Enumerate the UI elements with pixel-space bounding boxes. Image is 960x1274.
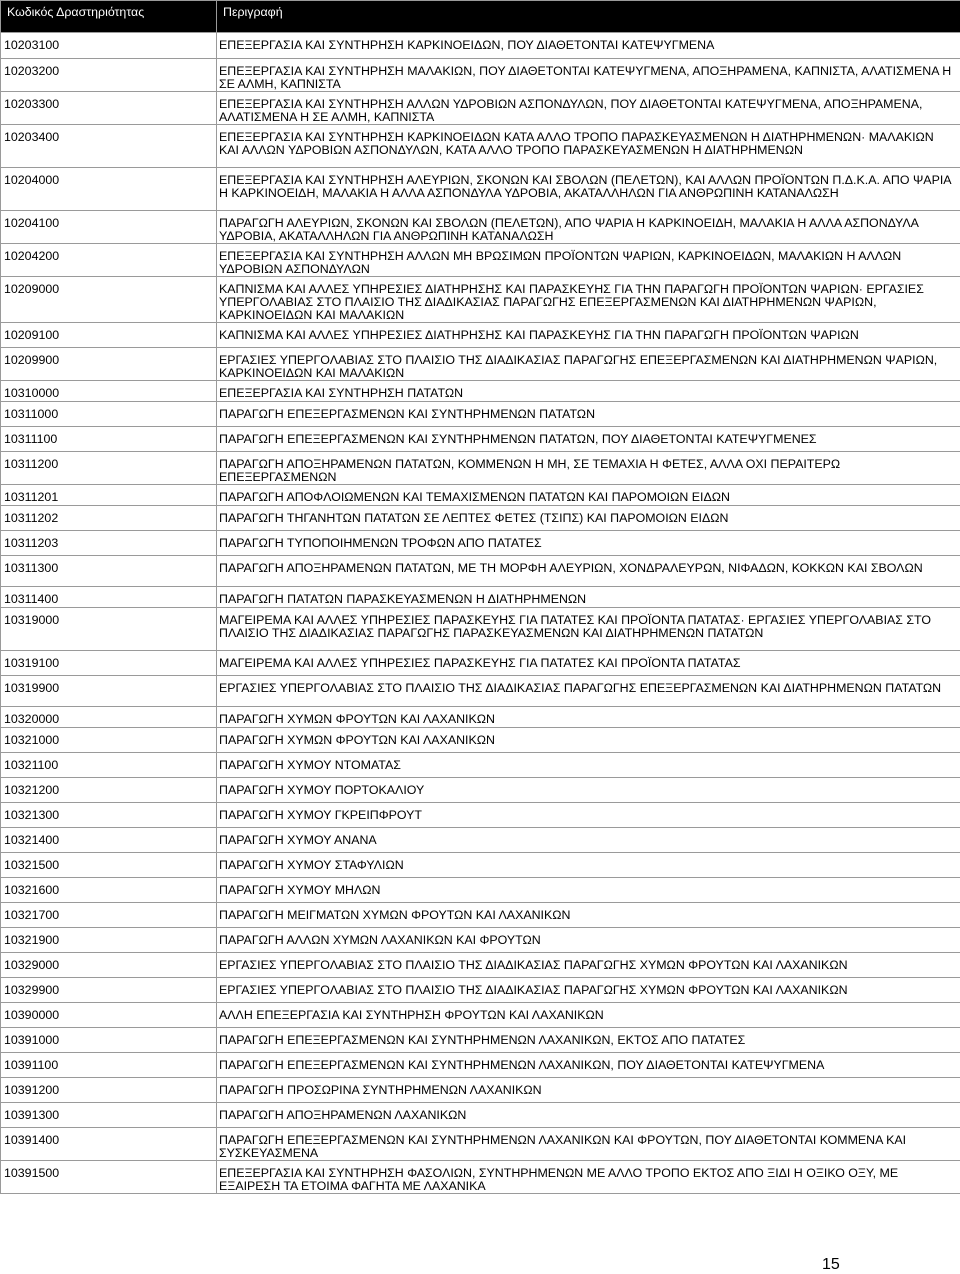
activity-code-cell: 10319000 (1, 608, 217, 651)
activity-code-cell: 10391500 (1, 1161, 217, 1194)
table-row (1, 828, 960, 853)
table-row (1, 323, 960, 348)
table-row (1, 778, 960, 803)
description-cell: ΑΛΛΗ ΕΠΕΞΕΡΓΑΣΙΑ ΚΑΙ ΣΥΝΤΗΡΗΣΗ ΦΡΟΥΤΩΝ ΚΑΙ ΛΑΧΑΝΙΚΩΝ (217, 1003, 960, 1028)
description-cell: ΕΡΓΑΣΙΕΣ ΥΠΕΡΓΟΛΑΒΙΑΣ ΣΤΟ ΠΛΑΙΣΙΟ ΤΗΣ ΔΙΑΔΙΚΑΣΙΑΣ ΠΑΡΑΓΩΓΗΣ ΧΥΜΩΝ ΦΡΟΥΤΩΝ ΚΑΙ ΛΑΧΑΝΙΚΩΝ (217, 978, 960, 1003)
description-cell: ΠΑΡΑΓΩΓΗ ΕΠΕΞΕΡΓΑΣΜΕΝΩΝ ΚΑΙ ΣΥΝΤΗΡΗΜΕΝΩΝ ΠΑΤΑΤΩΝ (217, 402, 960, 427)
table-row (1, 1128, 960, 1161)
description-cell: ΠΑΡΑΓΩΓΗ ΜΕΙΓΜΑΤΩΝ ΧΥΜΩΝ ΦΡΟΥΤΩΝ ΚΑΙ ΛΑΧΑΝΙΚΩΝ (217, 903, 960, 928)
description-cell: ΚΑΠΝΙΣΜΑ ΚΑΙ ΑΛΛΕΣ ΥΠΗΡΕΣΙΕΣ ΔΙΑΤΗΡΗΣΗΣ ΚΑΙ ΠΑΡΑΣΚΕΥΗΣ ΓΙΑ ΤΗΝ ΠΑΡΑΓΩΓΗ ΠΡΟΪΟΝΤΩΝ ΨΑΡΙΩΝ· ΕΡΓΑΣΙΕΣ ΥΠΕΡΓΟΛΑΒΙΑΣ ΣΤΟ ΠΛΑΙΣΙΟ ΤΗΣ ΔΙΑΔΙΚΑΣΙΑΣ ΠΑΡΑΓΩΓΗΣ ΕΠΕΞΕΡΓΑΣΜΕΝΩΝ ΚΑΙ ΔΙΑΤΗΡΗΜΕΝΩΝ ΨΑΡΙΩΝ, ΚΑΡΚΙΝΟΕΙΔΩΝ ΚΑΙ ΜΑΛΑΚΙΩΝ (217, 277, 960, 323)
description-cell: ΠΑΡΑΓΩΓΗ ΑΠΟΞΗΡΑΜΕΝΩΝ ΠΑΤΑΤΩΝ, ΜΕ ΤΗ ΜΟΡΦΗ ΑΛΕΥΡΙΩΝ, ΧΟΝΔΡΑΛΕΥΡΩΝ, ΝΙΦΑΔΩΝ, ΚΟΚΚΩΝ ΚΑΙ ΣΒΟΛΩΝ (217, 556, 960, 587)
description-cell: ΕΠΕΞΕΡΓΑΣΙΑ ΚΑΙ ΣΥΝΤΗΡΗΣΗ ΜΑΛΑΚΙΩΝ, ΠΟΥ ΔΙΑΘΕΤΟΝΤΑΙ ΚΑΤΕΨΥΓΜΕΝΑ, ΑΠΟΞΗΡΑΜΕΝΑ, ΚΑΠΝΙΣΤΑ, ΑΛΑΤΙΣΜΕΝΑ Η ΣΕ ΑΛΜΗ, ΚΑΠΝΙΣΤΑ (217, 59, 960, 92)
description-cell: ΕΡΓΑΣΙΕΣ ΥΠΕΡΓΟΛΑΒΙΑΣ ΣΤΟ ΠΛΑΙΣΙΟ ΤΗΣ ΔΙΑΔΙΚΑΣΙΑΣ ΠΑΡΑΓΩΓΗΣ ΧΥΜΩΝ ΦΡΟΥΤΩΝ ΚΑΙ ΛΑΧΑΝΙΚΩΝ (217, 953, 960, 978)
page-number: 15 (822, 1256, 840, 1273)
description-cell: ΕΠΕΞΕΡΓΑΣΙΑ ΚΑΙ ΣΥΝΤΗΡΗΣΗ ΠΑΤΑΤΩΝ (217, 381, 960, 402)
description-cell: ΠΑΡΑΓΩΓΗ ΑΛΕΥΡΙΩΝ, ΣΚΟΝΩΝ ΚΑΙ ΣΒΟΛΩΝ (ΠΕΛΕΤΩΝ), ΑΠΟ ΨΑΡΙΑ Η ΚΑΡΚΙΝΟΕΙΔΗ, ΜΑΛΑΚΙΑ Η ΑΛΛΑ ΑΣΠΟΝΔΥΛΑ ΥΔΡΟΒΙΑ, ΑΚΑΤΑΛΛΗΛΩΝ ΓΙΑ ΑΝΘΡΩΠΙΝΗ ΚΑΤΑΝΑΛΩΣΗ (217, 211, 960, 244)
description-cell: ΜΑΓΕΙΡΕΜΑ ΚΑΙ ΑΛΛΕΣ ΥΠΗΡΕΣΙΕΣ ΠΑΡΑΣΚΕΥΗΣ ΓΙΑ ΠΑΤΑΤΕΣ ΚΑΙ ΠΡΟΪΟΝΤΑ ΠΑΤΑΤΑΣ (217, 651, 960, 676)
table-row (1, 651, 960, 676)
activity-code-cell: 10311202 (1, 506, 217, 531)
table-row (1, 728, 960, 753)
description-cell: ΠΑΡΑΓΩΓΗ ΠΑΤΑΤΩΝ ΠΑΡΑΣΚΕΥΑΣΜΕΝΩΝ Η ΔΙΑΤΗΡΗΜΕΝΩΝ (217, 587, 960, 608)
activity-code-cell: 10311000 (1, 402, 217, 427)
description-cell: ΕΠΕΞΕΡΓΑΣΙΑ ΚΑΙ ΣΥΝΤΗΡΗΣΗ ΑΛΛΩΝ ΥΔΡΟΒΙΩΝ ΑΣΠΟΝΔΥΛΩΝ, ΠΟΥ ΔΙΑΘΕΤΟΝΤΑΙ ΚΑΤΕΨΥΓΜΕΝΑ, ΑΠΟΞΗΡΑΜΕΝΑ, ΑΛΑΤΙΣΜΕΝΑ Η ΣΕ ΑΛΜΗ, ΚΑΠΝΙΣΤΑ (217, 92, 960, 125)
table-row (1, 244, 960, 277)
description-cell: ΠΑΡΑΓΩΓΗ ΧΥΜΟΥ ΑΝΑΝΑ (217, 828, 960, 853)
activity-code-cell: 10321400 (1, 828, 217, 853)
description-cell: ΕΠΕΞΕΡΓΑΣΙΑ ΚΑΙ ΣΥΝΤΗΡΗΣΗ ΚΑΡΚΙΝΟΕΙΔΩΝ, ΠΟΥ ΔΙΑΘΕΤΟΝΤΑΙ ΚΑΤΕΨΥΓΜΕΝΑ (217, 33, 960, 59)
activity-code-cell: 10321300 (1, 803, 217, 828)
description-cell: ΜΑΓΕΙΡΕΜΑ ΚΑΙ ΑΛΛΕΣ ΥΠΗΡΕΣΙΕΣ ΠΑΡΑΣΚΕΥΗΣ ΓΙΑ ΠΑΤΑΤΕΣ ΚΑΙ ΠΡΟΪΟΝΤΑ ΠΑΤΑΤΑΣ· ΕΡΓΑΣΙΕΣ ΥΠΕΡΓΟΛΑΒΙΑΣ ΣΤΟ ΠΛΑΙΣΙΟ ΤΗΣ ΔΙΑΔΙΚΑΣΙΑΣ ΠΑΡΑΓΩΓΗΣ ΠΑΡΑΣΚΕΥΑΣΜΕΝΩΝ ΚΑΙ ΔΙΑΤΗΡΗΜΕΝΩΝ ΠΑΤΑΤΩΝ (217, 608, 960, 651)
table-row (1, 1078, 960, 1103)
table-row (1, 506, 960, 531)
description-cell: ΠΑΡΑΓΩΓΗ ΧΥΜΟΥ ΜΗΛΩΝ (217, 878, 960, 903)
activity-code-cell: 10209100 (1, 323, 217, 348)
header-description: Περιγραφή (217, 1, 960, 33)
activity-code-cell: 10204200 (1, 244, 217, 277)
table-row (1, 878, 960, 903)
activity-code-cell: 10329000 (1, 953, 217, 978)
table-row (1, 59, 960, 92)
activity-code-cell: 10311100 (1, 427, 217, 452)
table-header-row (1, 1, 960, 33)
activity-code-cell: 10321000 (1, 728, 217, 753)
activity-code-cell: 10203400 (1, 125, 217, 168)
description-cell: ΠΑΡΑΓΩΓΗ ΕΠΕΞΕΡΓΑΣΜΕΝΩΝ ΚΑΙ ΣΥΝΤΗΡΗΜΕΝΩΝ ΠΑΤΑΤΩΝ, ΠΟΥ ΔΙΑΘΕΤΟΝΤΑΙ ΚΑΤΕΨΥΓΜΕΝΕΣ (217, 427, 960, 452)
activity-code-cell: 10310000 (1, 381, 217, 402)
description-cell: ΕΠΕΞΕΡΓΑΣΙΑ ΚΑΙ ΣΥΝΤΗΡΗΣΗ ΑΛΕΥΡΙΩΝ, ΣΚΟΝΩΝ ΚΑΙ ΣΒΟΛΩΝ (ΠΕΛΕΤΩΝ), ΚΑΙ ΑΛΛΩΝ ΠΡΟΪΟΝΤΩΝ Π.Δ.Κ.Α. ΑΠΟ ΨΑΡΙΑ Η ΚΑΡΚΙΝΟΕΙΔΗ, ΜΑΛΑΚΙΑ Η ΑΛΛΑ ΑΣΠΟΝΔΥΛΑ ΥΔΡΟΒΙΑ, ΑΚΑΤΑΛΛΗΛΩΝ ΓΙΑ ΑΝΘΡΩΠΙΝΗ ΚΑΤΑΝΑΛΩΣΗ (217, 168, 960, 211)
activity-code-cell: 10321200 (1, 778, 217, 803)
description-cell: ΠΑΡΑΓΩΓΗ ΠΡΟΣΩΡΙΝΑ ΣΥΝΤΗΡΗΜΕΝΩΝ ΛΑΧΑΝΙΚΩΝ (217, 1078, 960, 1103)
activity-code-cell: 10320000 (1, 707, 217, 728)
table-row (1, 485, 960, 506)
description-cell: ΠΑΡΑΓΩΓΗ ΕΠΕΞΕΡΓΑΣΜΕΝΩΝ ΚΑΙ ΣΥΝΤΗΡΗΜΕΝΩΝ ΛΑΧΑΝΙΚΩΝ, ΕΚΤΟΣ ΑΠΟ ΠΑΤΑΤΕΣ (217, 1028, 960, 1053)
table-body (1, 33, 960, 1194)
activity-code-cell: 10321500 (1, 853, 217, 878)
activity-code-cell: 10311203 (1, 531, 217, 556)
table-row (1, 92, 960, 125)
activity-code-cell: 10204000 (1, 168, 217, 211)
table-row (1, 1028, 960, 1053)
table-row (1, 168, 960, 211)
activity-code-cell: 10390000 (1, 1003, 217, 1028)
activity-code-cell: 10329900 (1, 978, 217, 1003)
table-row (1, 211, 960, 244)
activity-code-cell: 10203200 (1, 59, 217, 92)
activity-code-cell: 10209900 (1, 348, 217, 381)
activity-code-cell: 10311400 (1, 587, 217, 608)
table-row (1, 1103, 960, 1128)
activity-code-cell: 10311201 (1, 485, 217, 506)
description-cell: ΠΑΡΑΓΩΓΗ ΧΥΜΟΥ ΠΟΡΤΟΚΑΛΙΟΥ (217, 778, 960, 803)
activity-code-cell: 10321600 (1, 878, 217, 903)
table-row (1, 676, 960, 707)
activity-code-cell: 10311200 (1, 452, 217, 485)
activity-code-cell: 10321900 (1, 928, 217, 953)
activity-code-cell: 10391300 (1, 1103, 217, 1128)
activity-code-cell: 10311300 (1, 556, 217, 587)
description-cell: ΠΑΡΑΓΩΓΗ ΤΗΓΑΝΗΤΩΝ ΠΑΤΑΤΩΝ ΣΕ ΛΕΠΤΕΣ ΦΕΤΕΣ (ΤΣΙΠΣ) ΚΑΙ ΠΑΡΟΜΟΙΩΝ ΕΙΔΩΝ (217, 506, 960, 531)
activity-code-cell: 10321700 (1, 903, 217, 928)
table-row (1, 608, 960, 651)
table-row (1, 125, 960, 168)
description-cell: ΠΑΡΑΓΩΓΗ ΧΥΜΟΥ ΓΚΡΕΙΠΦΡΟΥΤ (217, 803, 960, 828)
table-row (1, 531, 960, 556)
table-row (1, 928, 960, 953)
table-row (1, 753, 960, 778)
header-activity-code: Κωδικός Δραστηριότητας (1, 1, 217, 33)
activity-code-cell: 10391400 (1, 1128, 217, 1161)
activity-code-cell: 10321100 (1, 753, 217, 778)
description-cell: ΠΑΡΑΓΩΓΗ ΤΥΠΟΠΟΙΗΜΕΝΩΝ ΤΡΟΦΩΝ ΑΠΟ ΠΑΤΑΤΕΣ (217, 531, 960, 556)
activity-code-cell: 10391200 (1, 1078, 217, 1103)
activity-code-cell: 10319900 (1, 676, 217, 707)
table-row (1, 1053, 960, 1078)
description-cell: ΕΡΓΑΣΙΕΣ ΥΠΕΡΓΟΛΑΒΙΑΣ ΣΤΟ ΠΛΑΙΣΙΟ ΤΗΣ ΔΙΑΔΙΚΑΣΙΑΣ ΠΑΡΑΓΩΓΗΣ ΕΠΕΞΕΡΓΑΣΜΕΝΩΝ ΚΑΙ ΔΙΑΤΗΡΗΜΕΝΩΝ ΨΑΡΙΩΝ, ΚΑΡΚΙΝΟΕΙΔΩΝ ΚΑΙ ΜΑΛΑΚΙΩΝ (217, 348, 960, 381)
activity-code-cell: 10391100 (1, 1053, 217, 1078)
table-row (1, 903, 960, 928)
description-cell: ΠΑΡΑΓΩΓΗ ΧΥΜΟΥ ΣΤΑΦΥΛΙΩΝ (217, 853, 960, 878)
table-row (1, 452, 960, 485)
table-row (1, 978, 960, 1003)
activity-code-cell: 10203100 (1, 33, 217, 59)
description-cell: ΕΡΓΑΣΙΕΣ ΥΠΕΡΓΟΛΑΒΙΑΣ ΣΤΟ ΠΛΑΙΣΙΟ ΤΗΣ ΔΙΑΔΙΚΑΣΙΑΣ ΠΑΡΑΓΩΓΗΣ ΕΠΕΞΕΡΓΑΣΜΕΝΩΝ ΚΑΙ ΔΙΑΤΗΡΗΜΕΝΩΝ ΠΑΤΑΤΩΝ (217, 676, 960, 707)
activity-code-cell: 10203300 (1, 92, 217, 125)
activity-code-cell: 10319100 (1, 651, 217, 676)
description-cell: ΠΑΡΑΓΩΓΗ ΧΥΜΩΝ ΦΡΟΥΤΩΝ ΚΑΙ ΛΑΧΑΝΙΚΩΝ (217, 707, 960, 728)
table-row (1, 381, 960, 402)
description-cell: ΠΑΡΑΓΩΓΗ ΑΛΛΩΝ ΧΥΜΩΝ ΛΑΧΑΝΙΚΩΝ ΚΑΙ ΦΡΟΥΤΩΝ (217, 928, 960, 953)
description-cell: ΠΑΡΑΓΩΓΗ ΧΥΜΩΝ ΦΡΟΥΤΩΝ ΚΑΙ ΛΑΧΑΝΙΚΩΝ (217, 728, 960, 753)
description-cell: ΕΠΕΞΕΡΓΑΣΙΑ ΚΑΙ ΣΥΝΤΗΡΗΣΗ ΦΑΣΟΛΙΩΝ, ΣΥΝΤΗΡΗΜΕΝΩΝ ΜΕ ΑΛΛΟ ΤΡΟΠΟ ΕΚΤΟΣ ΑΠΟ ΞΙΔΙ Η ΟΞΙΚΟ ΟΞΥ, ΜΕ ΕΞΑΙΡΕΣΗ ΤΑ ΕΤΟΙΜΑ ΦΑΓΗΤΑ ΜΕ ΛΑΧΑΝΙΚΑ (217, 1161, 960, 1194)
table-row (1, 1003, 960, 1028)
description-cell: ΠΑΡΑΓΩΓΗ ΕΠΕΞΕΡΓΑΣΜΕΝΩΝ ΚΑΙ ΣΥΝΤΗΡΗΜΕΝΩΝ ΛΑΧΑΝΙΚΩΝ ΚΑΙ ΦΡΟΥΤΩΝ, ΠΟΥ ΔΙΑΘΕΤΟΝΤΑΙ ΚΟΜΜΕΝΑ ΚΑΙ ΣΥΣΚΕΥΑΣΜΕΝΑ (217, 1128, 960, 1161)
description-cell: ΠΑΡΑΓΩΓΗ ΑΠΟΞΗΡΑΜΕΝΩΝ ΠΑΤΑΤΩΝ, ΚΟΜΜΕΝΩΝ Η ΜΗ, ΣΕ ΤΕΜΑΧΙΑ Η ΦΕΤΕΣ, ΑΛΛΑ ΟΧΙ ΠΕΡΑΙΤΕΡΩ ΕΠΕΞΕΡΓΑΣΜΕΝΩΝ (217, 452, 960, 485)
table-row (1, 707, 960, 728)
description-cell: ΚΑΠΝΙΣΜΑ ΚΑΙ ΑΛΛΕΣ ΥΠΗΡΕΣΙΕΣ ΔΙΑΤΗΡΗΣΗΣ ΚΑΙ ΠΑΡΑΣΚΕΥΗΣ ΓΙΑ ΤΗΝ ΠΑΡΑΓΩΓΗ ΠΡΟΪΟΝΤΩΝ ΨΑΡΙΩΝ (217, 323, 960, 348)
description-cell: ΠΑΡΑΓΩΓΗ ΑΠΟΦΛΟΙΩΜΕΝΩΝ ΚΑΙ ΤΕΜΑΧΙΣΜΕΝΩΝ ΠΑΤΑΤΩΝ ΚΑΙ ΠΑΡΟΜΟΙΩΝ ΕΙΔΩΝ (217, 485, 960, 506)
table-row (1, 33, 960, 59)
description-cell: ΕΠΕΞΕΡΓΑΣΙΑ ΚΑΙ ΣΥΝΤΗΡΗΣΗ ΑΛΛΩΝ ΜΗ ΒΡΩΣΙΜΩΝ ΠΡΟΪΟΝΤΩΝ ΨΑΡΙΩΝ, ΚΑΡΚΙΝΟΕΙΔΩΝ, ΜΑΛΑΚΙΩΝ Η ΑΛΛΩΝ ΥΔΡΟΒΙΩΝ ΑΣΠΟΝΔΥΛΩΝ (217, 244, 960, 277)
table-row (1, 587, 960, 608)
table-row (1, 427, 960, 452)
table-row (1, 853, 960, 878)
table-row (1, 556, 960, 587)
table-row (1, 803, 960, 828)
description-cell: ΠΑΡΑΓΩΓΗ ΧΥΜΟΥ ΝΤΟΜΑΤΑΣ (217, 753, 960, 778)
description-cell: ΠΑΡΑΓΩΓΗ ΑΠΟΞΗΡΑΜΕΝΩΝ ΛΑΧΑΝΙΚΩΝ (217, 1103, 960, 1128)
table-row (1, 1161, 960, 1194)
description-cell: ΠΑΡΑΓΩΓΗ ΕΠΕΞΕΡΓΑΣΜΕΝΩΝ ΚΑΙ ΣΥΝΤΗΡΗΜΕΝΩΝ ΛΑΧΑΝΙΚΩΝ, ΠΟΥ ΔΙΑΘΕΤΟΝΤΑΙ ΚΑΤΕΨΥΓΜΕΝΑ (217, 1053, 960, 1078)
description-cell: ΕΠΕΞΕΡΓΑΣΙΑ ΚΑΙ ΣΥΝΤΗΡΗΣΗ ΚΑΡΚΙΝΟΕΙΔΩΝ ΚΑΤΑ ΑΛΛΟ ΤΡΟΠΟ ΠΑΡΑΣΚΕΥΑΣΜΕΝΩΝ Η ΔΙΑΤΗΡΗΜΕΝΩΝ· ΜΑΛΑΚΙΩΝ ΚΑΙ ΑΛΛΩΝ ΥΔΡΟΒΙΩΝ ΑΣΠΟΝΔΥΛΩΝ, ΚΑΤΑ ΑΛΛΟ ΤΡΟΠΟ ΠΑΡΑΣΚΕΥΑΣΜΕΝΩΝ Η ΔΙΑΤΗΡΗΜΕΝΩΝ (217, 125, 960, 168)
activity-code-cell: 10204100 (1, 211, 217, 244)
table-row (1, 953, 960, 978)
table-row (1, 402, 960, 427)
table-row (1, 348, 960, 381)
activity-code-cell: 10391000 (1, 1028, 217, 1053)
table-row (1, 277, 960, 323)
activity-code-cell: 10209000 (1, 277, 217, 323)
